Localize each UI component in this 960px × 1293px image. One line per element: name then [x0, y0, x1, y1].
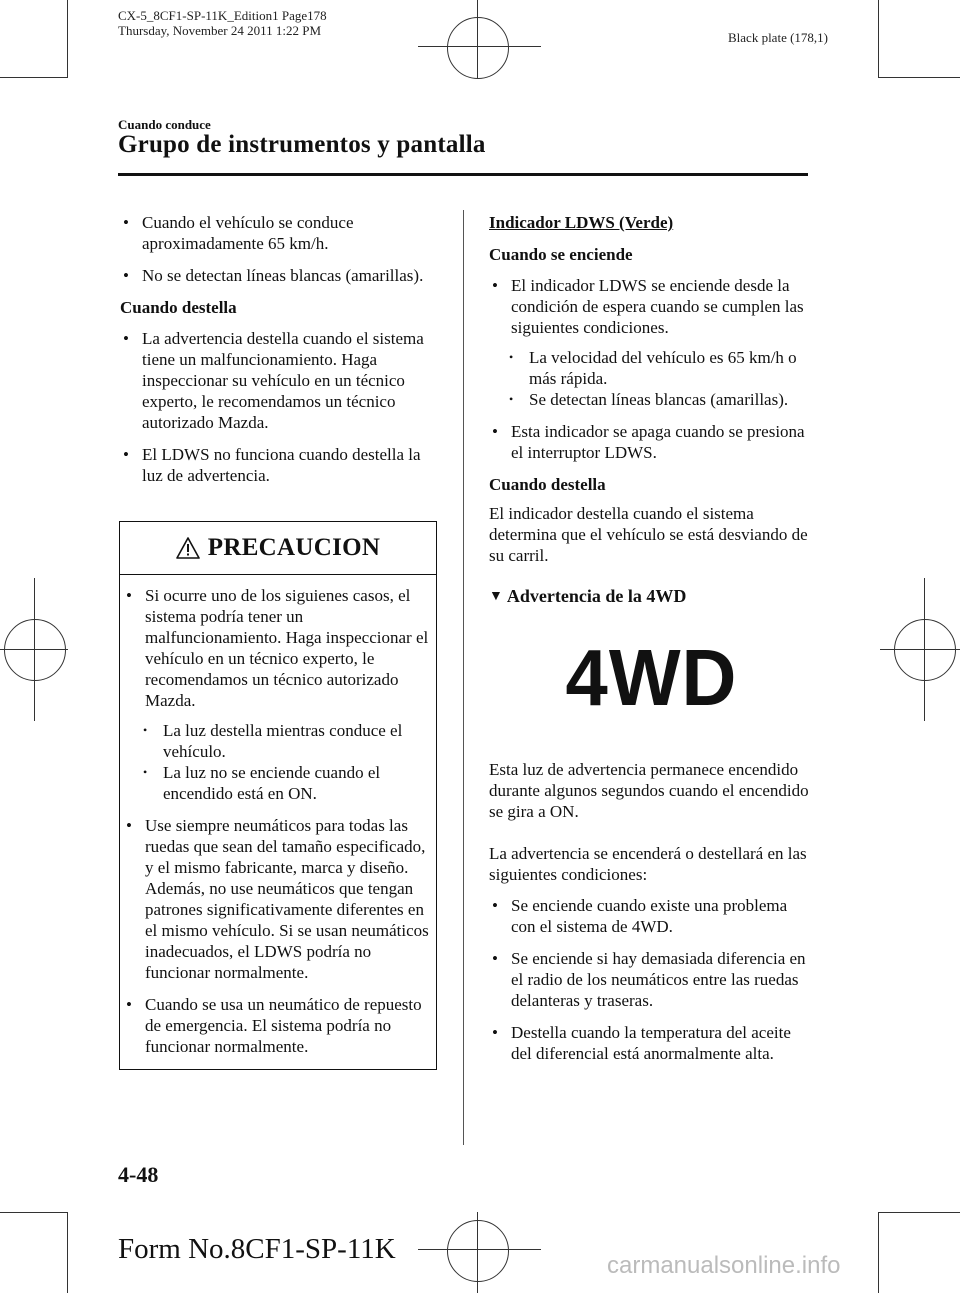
subheading-on: Cuando se enciende: [489, 245, 633, 264]
crop-mark: [878, 77, 960, 78]
sub-list: [123, 720, 432, 804]
subheading-flash: Cuando destella: [489, 475, 606, 494]
caution-header: [120, 522, 436, 575]
section-heading-4wd: [489, 586, 814, 607]
list-item: • Se enciende cuando existe una problema con el sistema de 4WD.: [489, 895, 814, 937]
page-number: 4-48: [118, 1162, 159, 1187]
sub-list: [489, 347, 814, 410]
crop-mark: [878, 0, 879, 78]
4wd-warning-symbol: 4WD: [565, 633, 738, 724]
print-metadata: [118, 8, 327, 38]
section-label: Cuando conduce: [118, 117, 211, 132]
plate-label: Black plate (178,1): [728, 30, 828, 45]
print-meta-line1: CX-5_8CF1-SP-11K_Edition1 Page178: [118, 8, 327, 23]
list-item: • Cuando el vehículo se conduce aproximadamente 65 km/h.: [120, 212, 440, 254]
sub-list-item: • La velocidad del vehículo es 65 km/h o más rápida.: [489, 347, 814, 389]
list-item: • El LDWS no funciona cuando destella la luz de advertencia.: [120, 444, 440, 486]
paragraph: La advertencia se encenderá o destellará en las siguientes condiciones:: [489, 844, 807, 884]
sub-list-item: • Se detectan líneas blancas (amarillas).: [489, 389, 814, 410]
registration-mark: [0, 649, 68, 650]
list-item: • Se enciende si hay demasiada diferencia en el radio de los neumáticos entre las ruedas delanteras y traseras.: [489, 948, 814, 1011]
registration-mark: [418, 46, 541, 47]
list-item: • Cuando se usa un neumático de repuesto de emergencia. El sistema podría no funcionar normalmente.: [123, 994, 432, 1057]
indicator-heading: Indicador LDWS (Verde): [489, 213, 674, 232]
list-item: • Si ocurre uno de los siguienes casos, el sistema podría tener un malfuncionamiento. Haga inspeccionar el vehículo en un técnico experto, le recomendamos un técnico autorizado Mazda.: [123, 585, 432, 711]
registration-mark: [880, 649, 960, 650]
crop-mark: [878, 1212, 879, 1293]
section-heading-text: Advertencia de la 4WD: [506, 586, 687, 606]
print-meta-line2: Thursday, November 24 2011 1:22 PM: [118, 23, 322, 38]
right-column: [489, 212, 814, 1075]
sub-list-item: • La luz no se enciende cuando el encendido está en ON.: [123, 762, 432, 804]
page-title: Grupo de instrumentos y pantalla: [118, 131, 486, 158]
form-number: Form No.8CF1-SP-11K: [118, 1233, 396, 1265]
warning-triangle-icon: [176, 537, 200, 559]
registration-mark: [418, 1249, 541, 1250]
subheading-flash: Cuando destella: [120, 298, 237, 317]
registration-mark: [894, 619, 956, 681]
caution-box: [119, 521, 437, 1070]
list-item: • Esta indicador se apaga cuando se presiona el interruptor LDWS.: [489, 421, 814, 463]
left-column: [120, 212, 440, 497]
list-item: • No se detectan líneas blancas (amarillas).: [120, 265, 440, 286]
list-item: • El indicador LDWS se enciende desde la condición de espera cuando se cumplen las siguientes condiciones.: [489, 275, 814, 338]
caution-body: [120, 575, 436, 1057]
registration-mark: [4, 619, 66, 681]
column-divider: [463, 210, 464, 1145]
registration-mark: [447, 17, 509, 79]
crop-mark: [67, 1212, 68, 1293]
sub-list-item: • La luz destella mientras conduce el vehículo.: [123, 720, 432, 762]
crop-mark: [0, 77, 68, 78]
caution-title: PRECAUCION: [207, 534, 381, 561]
list-item: • Destella cuando la temperatura del aceite del diferencial está anormalmente alta.: [489, 1022, 814, 1064]
crop-mark: [0, 1212, 68, 1213]
crop-mark: [878, 1212, 960, 1213]
list-item: • La advertencia destella cuando el sistema tiene un malfuncionamiento. Haga inspeccionar su vehículo en un técnico experto, le recomendamos un técnico autorizado Mazda.: [120, 328, 440, 433]
paragraph: Esta luz de advertencia permanece encendido durante algunos segundos cuando el encendido se gira a ON.: [489, 760, 809, 821]
list-item: • Use siempre neumáticos para todas las ruedas que sean del tamaño especificado, y el mismo fabricante, marca y diseño. Además, no use neumáticos que tengan patrones significativamente diferentes en el mismo vehículo. Si se usan neumáticos inadecuados, el LDWS podría no funcionar normalmente.: [123, 815, 432, 983]
title-rule: [118, 173, 808, 176]
registration-mark: [477, 0, 478, 78]
registration-mark: [447, 1220, 509, 1282]
watermark: carmanualsonline.info: [607, 1252, 841, 1279]
triangle-marker-icon: ▼: [489, 589, 503, 604]
registration-mark: [477, 1212, 478, 1293]
crop-mark: [67, 0, 68, 78]
flash-paragraph: El indicador destella cuando el sistema determina que el vehículo se está desviando de su carril.: [489, 504, 808, 565]
